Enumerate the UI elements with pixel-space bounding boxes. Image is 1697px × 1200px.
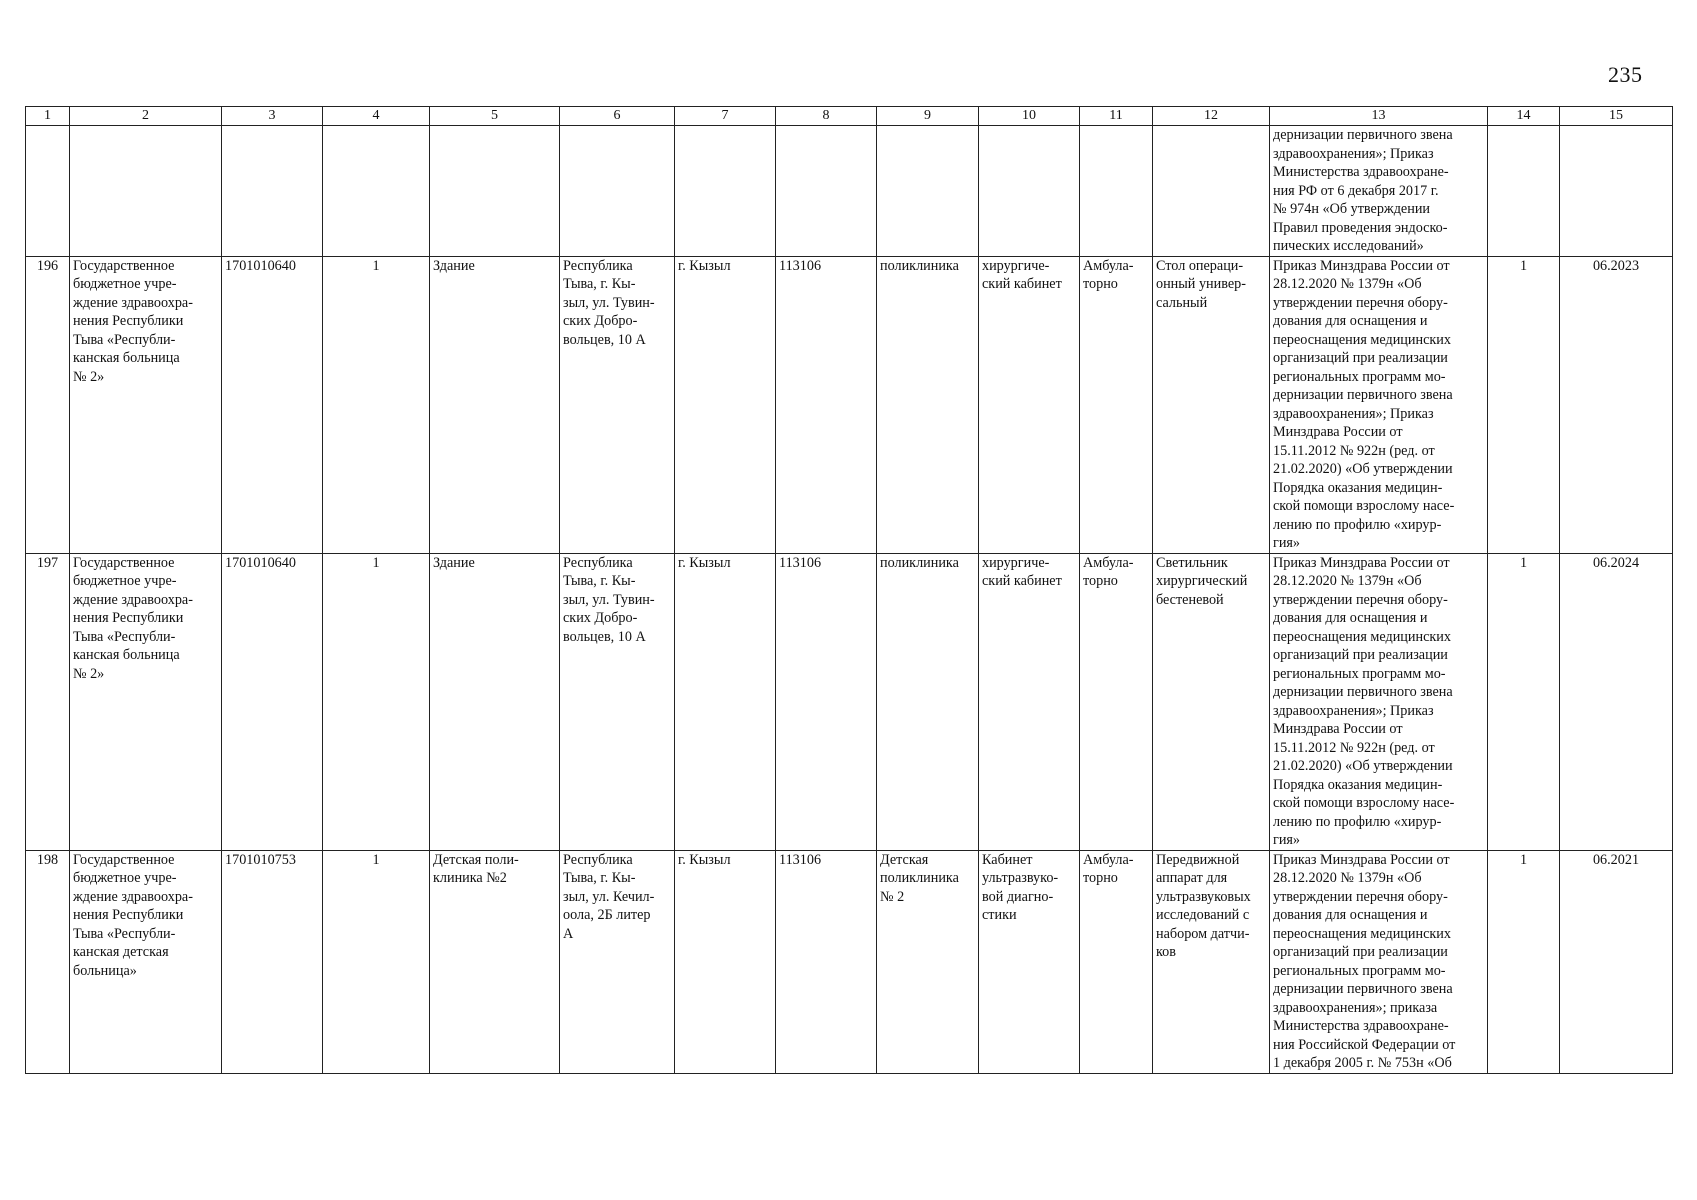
column-header: 13 (1270, 107, 1488, 126)
column-header: 10 (979, 107, 1080, 126)
city-cell: г. Кызыл (675, 850, 776, 1073)
department-cell: поликлиника (877, 553, 979, 850)
quantity-cell: 1 (1488, 850, 1560, 1073)
column-header: 12 (1153, 107, 1270, 126)
quantity-cell: 1 (1488, 256, 1560, 553)
column-header: 4 (323, 107, 430, 126)
table-cell (70, 126, 222, 257)
care-type-cell: Амбула- торно (1080, 256, 1153, 553)
care-type-cell: Амбула- торно (1080, 553, 1153, 850)
column-header: 8 (776, 107, 877, 126)
equipment-cell: Передвижной аппарат для ультразвуковых исследований с набором датчи- ков (1153, 850, 1270, 1073)
address-cell: Республика Тыва, г. Кы- зыл, ул. Тувин- ских Добро- вольцев, 10 А (560, 553, 675, 850)
care-type-cell: Амбула- торно (1080, 850, 1153, 1073)
building-cell: Здание (430, 256, 560, 553)
equipment-registry-table (25, 106, 1673, 1074)
table-cell (1080, 126, 1153, 257)
page-number: 235 (1608, 62, 1643, 87)
table-row (26, 256, 1673, 553)
table-cell (560, 126, 675, 257)
inn-cell: 1701010640 (222, 553, 323, 850)
column-number-header-row (26, 107, 1673, 126)
table-cell (26, 126, 70, 257)
table-cell (430, 126, 560, 257)
code-cell: 113106 (776, 553, 877, 850)
building-cell: Здание (430, 553, 560, 850)
column-header: 5 (430, 107, 560, 126)
legal-basis-cell: дернизации первичного звена здравоохранения»; Приказ Министерства здравоохране- ния РФ от 6 декабря 2017 г. № 974н «Об утверждении Правил проведения эндоско- пических исследований» (1270, 126, 1488, 257)
date-cell: 06.2023 (1560, 256, 1673, 553)
code-cell: 113106 (776, 850, 877, 1073)
legal-basis-cell: Приказ Минздрава России от 28.12.2020 № 1379н «Об утверждении перечня обору- дования для оснащения и переоснащения медицинских организаций при реализации региональных программ мо- дернизации первичного звена здравоохранения»; приказа Министерства здравоохране- ния Российской Федерации от 1 декабря 2005 г. № 753н «Об (1270, 850, 1488, 1073)
table-cell (1560, 126, 1673, 257)
department-cell: Детская поликлиника № 2 (877, 850, 979, 1073)
equipment-cell: Стол операци- онный универ- сальный (1153, 256, 1270, 553)
equipment-cell: Светильник хирургический бестеневой (1153, 553, 1270, 850)
organization-cell: Государственное бюджетное учре- ждение здравоохра- нения Республики Тыва «Республи- канская детская больница» (70, 850, 222, 1073)
row-number-cell: 196 (26, 256, 70, 553)
column-header: 9 (877, 107, 979, 126)
column-header: 6 (560, 107, 675, 126)
table-row (26, 553, 1673, 850)
count-cell: 1 (323, 256, 430, 553)
count-cell: 1 (323, 553, 430, 850)
organization-cell: Государственное бюджетное учре- ждение здравоохра- нения Республики Тыва «Республи- канская больница № 2» (70, 256, 222, 553)
column-header: 11 (1080, 107, 1153, 126)
date-cell: 06.2024 (1560, 553, 1673, 850)
table-cell (877, 126, 979, 257)
organization-cell: Государственное бюджетное учре- ждение здравоохра- нения Республики Тыва «Республи- канская больница № 2» (70, 553, 222, 850)
column-header: 3 (222, 107, 323, 126)
table-cell (1153, 126, 1270, 257)
room-cell: хирургиче- ский кабинет (979, 553, 1080, 850)
column-header: 7 (675, 107, 776, 126)
room-cell: хирургиче- ский кабинет (979, 256, 1080, 553)
inn-cell: 1701010640 (222, 256, 323, 553)
table-row-continuation (26, 126, 1673, 257)
department-cell: поликлиника (877, 256, 979, 553)
inn-cell: 1701010753 (222, 850, 323, 1073)
address-cell: Республика Тыва, г. Кы- зыл, ул. Тувин- ских Добро- вольцев, 10 А (560, 256, 675, 553)
date-cell: 06.2021 (1560, 850, 1673, 1073)
column-header: 2 (70, 107, 222, 126)
column-header: 1 (26, 107, 70, 126)
address-cell: Республика Тыва, г. Кы- зыл, ул. Кечил- оола, 2Б литер А (560, 850, 675, 1073)
table-cell (1488, 126, 1560, 257)
table-row (26, 850, 1673, 1073)
table-cell (323, 126, 430, 257)
table-cell (675, 126, 776, 257)
row-number-cell: 197 (26, 553, 70, 850)
quantity-cell: 1 (1488, 553, 1560, 850)
table-cell (979, 126, 1080, 257)
table-cell (222, 126, 323, 257)
city-cell: г. Кызыл (675, 256, 776, 553)
count-cell: 1 (323, 850, 430, 1073)
table-cell (776, 126, 877, 257)
room-cell: Кабинет ультразвуко- вой диагно- стики (979, 850, 1080, 1073)
code-cell: 113106 (776, 256, 877, 553)
city-cell: г. Кызыл (675, 553, 776, 850)
building-cell: Детская поли- клиника №2 (430, 850, 560, 1073)
row-number-cell: 198 (26, 850, 70, 1073)
column-header: 15 (1560, 107, 1673, 126)
column-header: 14 (1488, 107, 1560, 126)
legal-basis-cell: Приказ Минздрава России от 28.12.2020 № 1379н «Об утверждении перечня обору- дования для оснащения и переоснащения медицинских организаций при реализации региональных программ мо- дернизации первичного звена здравоохранения»; Приказ Минздрава России от 15.11.2012 № 922н (ред. от 21.02.2020) «Об утверждении Порядка оказания медицин- ской помощи взрослому насе- лению по профилю «хирур- гия» (1270, 553, 1488, 850)
legal-basis-cell: Приказ Минздрава России от 28.12.2020 № 1379н «Об утверждении перечня обору- дования для оснащения и переоснащения медицинских организаций при реализации региональных программ мо- дернизации первичного звена здравоохранения»; Приказ Минздрава России от 15.11.2012 № 922н (ред. от 21.02.2020) «Об утверждении Порядка оказания медицин- ской помощи взрослому насе- лению по профилю «хирур- гия» (1270, 256, 1488, 553)
